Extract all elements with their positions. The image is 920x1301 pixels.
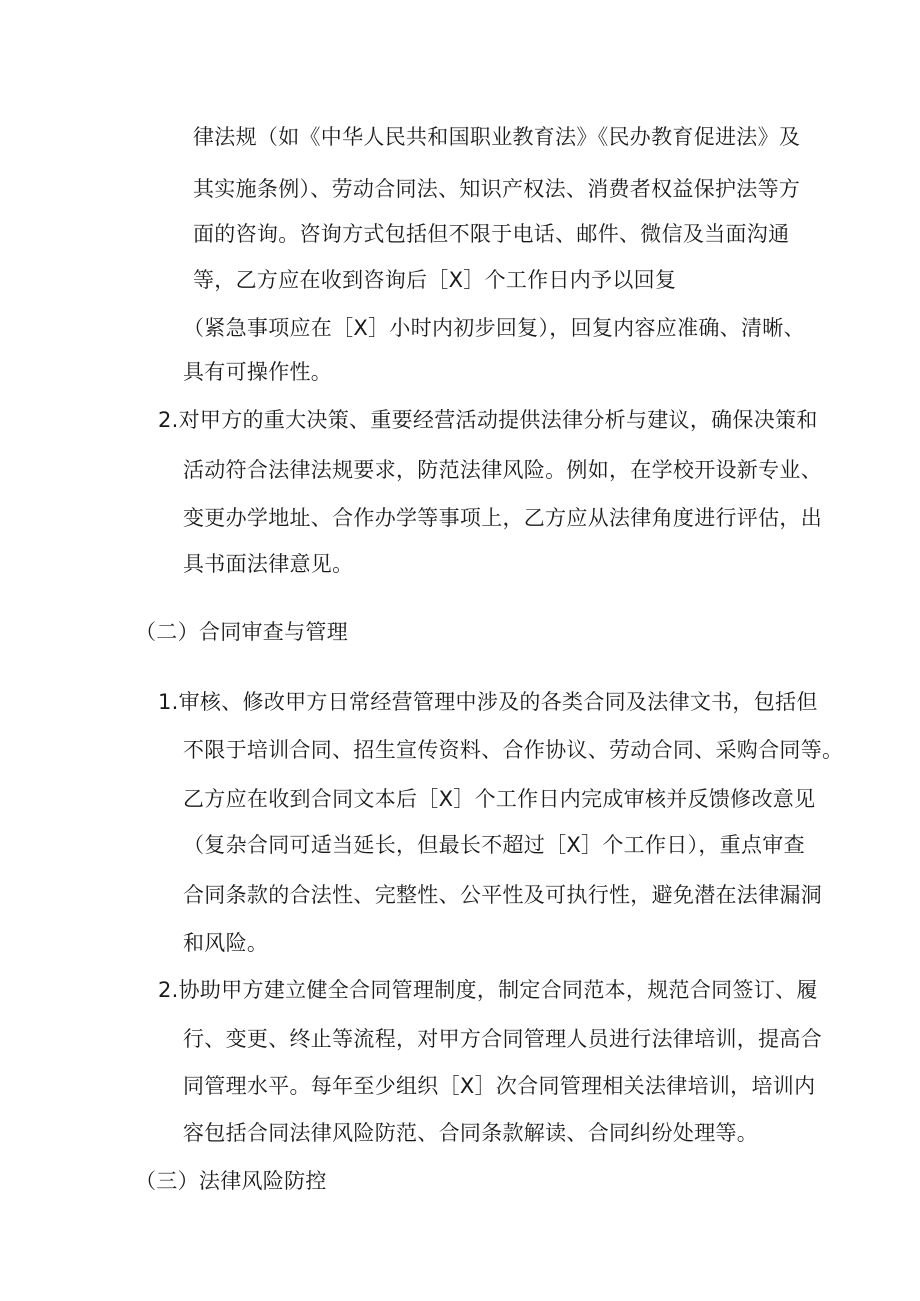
list-item-line: 1.审核、修改甲方日常经营管理中涉及的各类合同及法律文书，包括但 xyxy=(158,690,818,714)
paragraph-line: （复杂合同可适当延长，但最长不超过［X］个工作日），重点审查 xyxy=(183,833,805,857)
paragraph-line: 面的咨询。咨询方式包括但不限于电话、邮件、微信及当面沟通 xyxy=(193,222,790,246)
paragraph-line: 变更办学地址、合作办学等事项上，乙方应从法律角度进行评估，出 xyxy=(183,506,822,530)
paragraph-line: 活动符合法律法规要求，防范法律风险。例如，在学校开设新专业、 xyxy=(183,458,822,482)
section-heading: （二）合同审查与管理 xyxy=(135,620,348,644)
paragraph-line: 和风险。 xyxy=(183,931,269,955)
paragraph-line: 等，乙方应在收到咨询后［X］个工作日内予以回复 xyxy=(193,268,677,292)
list-item-line: 2.协助甲方建立健全合同管理制度，制定合同范本，规范合同签订、履 xyxy=(158,978,818,1002)
paragraph-line: 乙方应在收到合同文本后［X］个工作日内完成审核并反馈修改意见 xyxy=(183,787,816,811)
paragraph-line: 律法规（如《中华人民共和国职业教育法》《民办教育促进法》及 xyxy=(193,125,801,149)
section-heading: （三）法律风险防控 xyxy=(135,1169,327,1193)
paragraph-line: 不限于培训合同、招生宣传资料、合作协议、劳动合同、采购合同等。 xyxy=(183,738,844,762)
paragraph-line: 合同条款的合法性、完整性、公平性及可执行性，避免潜在法律漏洞 xyxy=(183,883,822,907)
paragraph-line: 行、变更、终止等流程，对甲方合同管理人员进行法律培训，提高合 xyxy=(183,1027,822,1051)
paragraph-line: 具书面法律意见。 xyxy=(183,552,354,576)
paragraph-line: 具有可操作性。 xyxy=(183,360,333,384)
paragraph-line: （紧急事项应在［X］小时内初步回复），回复内容应准确、清晰、 xyxy=(183,316,805,340)
paragraph-line: 其实施条例）、劳动合同法、知识产权法、消费者权益保护法等方 xyxy=(193,177,801,201)
paragraph-line: 容包括合同法律风险防范、合同条款解读、合同纠纷处理等。 xyxy=(183,1121,759,1145)
paragraph-line: 同管理水平。每年至少组织［X］次合同管理相关法律培训，培训内 xyxy=(183,1074,816,1098)
list-item-line: 2.对甲方的重大决策、重要经营活动提供法律分析与建议，确保决策和 xyxy=(158,408,818,432)
